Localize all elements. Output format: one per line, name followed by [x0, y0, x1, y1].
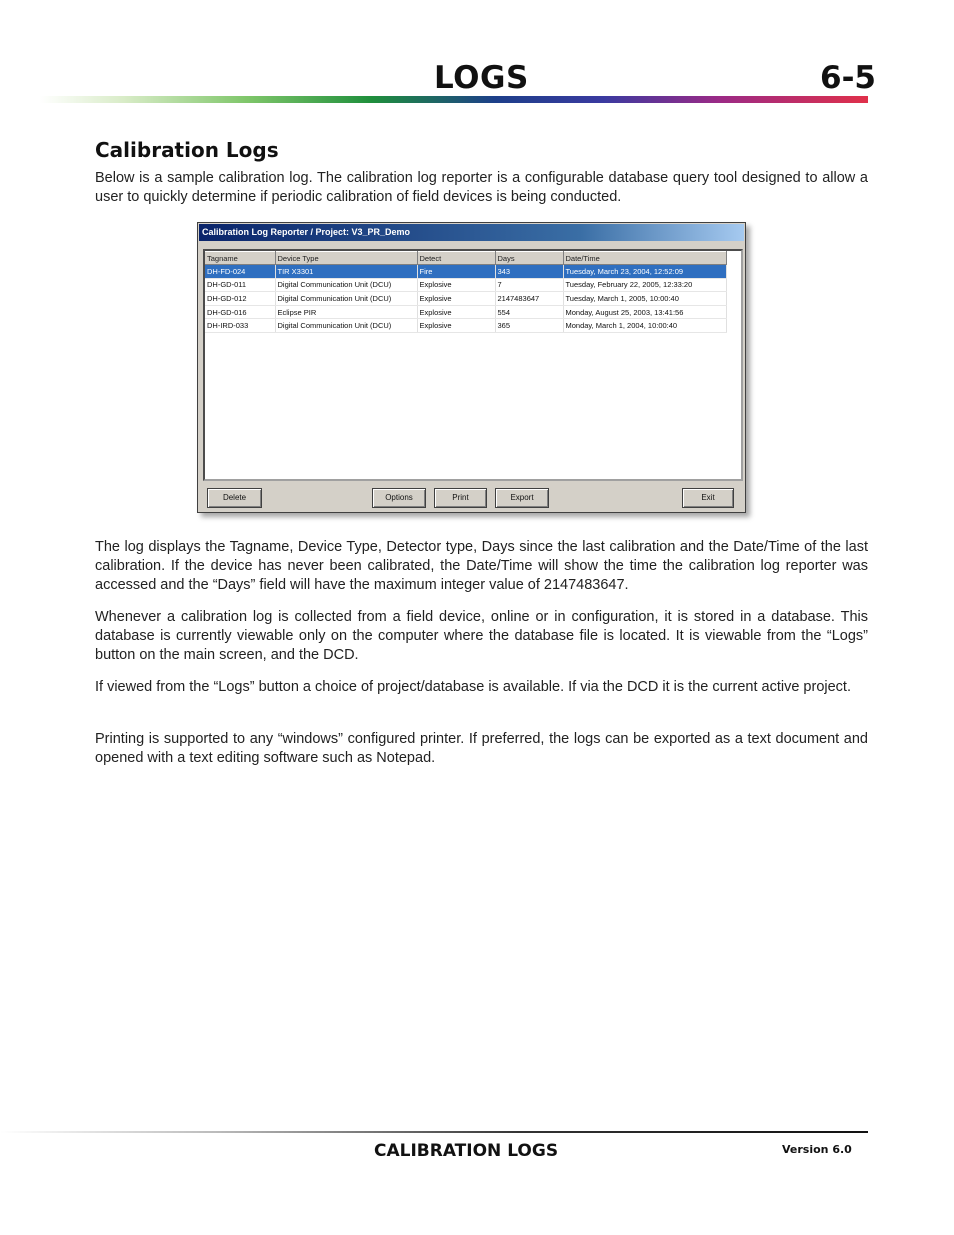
- column-header-days[interactable]: Days: [495, 252, 563, 265]
- cell-device-type: Digital Communication Unit (DCU): [275, 278, 417, 292]
- cell-detect: Explosive: [417, 278, 495, 292]
- window-title: Calibration Log Reporter / Project: V3_PR_Demo: [199, 224, 744, 241]
- export-button[interactable]: Export: [495, 488, 549, 508]
- table-row[interactable]: [205, 292, 726, 306]
- log-table: [205, 251, 727, 333]
- cell-device-type: Digital Communication Unit (DCU): [275, 292, 417, 306]
- column-header-detect[interactable]: Detect: [417, 252, 495, 265]
- print-button[interactable]: Print: [434, 488, 487, 508]
- column-header-tagname[interactable]: Tagname: [205, 252, 275, 265]
- cell-tagname: DH-FD-024: [205, 265, 275, 279]
- page-number: 6-5: [820, 60, 877, 96]
- exit-button[interactable]: Exit: [682, 488, 734, 508]
- cell-date-time: Monday, March 1, 2004, 10:00:40: [563, 319, 726, 333]
- section-heading: Calibration Logs: [95, 138, 279, 162]
- footer-title: CALIBRATION LOGS: [374, 1141, 559, 1161]
- cell-tagname: DH-GD-011: [205, 278, 275, 292]
- column-header-date-time[interactable]: Date/Time: [563, 252, 726, 265]
- column-header-device-type[interactable]: Device Type: [275, 252, 417, 265]
- calibration-log-window: [197, 222, 746, 513]
- log-list[interactable]: [203, 249, 743, 481]
- footer-rule: [0, 1131, 868, 1133]
- table-row[interactable]: [205, 278, 726, 292]
- cell-tagname: DH-GD-012: [205, 292, 275, 306]
- cell-days: 343: [495, 265, 563, 279]
- cell-days: 365: [495, 319, 563, 333]
- table-row[interactable]: [205, 305, 726, 319]
- cell-date-time: Monday, August 25, 2003, 13:41:56: [563, 305, 726, 319]
- cell-device-type: Digital Communication Unit (DCU): [275, 319, 417, 333]
- cell-days: 2147483647: [495, 292, 563, 306]
- chapter-title: LOGS: [434, 60, 529, 96]
- cell-detect: Explosive: [417, 319, 495, 333]
- body-paragraph-3: If viewed from the “Logs” button a choice of project/database is available. If via the DCD it is the current active project.: [95, 679, 851, 695]
- table-row[interactable]: [205, 265, 726, 279]
- cell-detect: Fire: [417, 265, 495, 279]
- cell-tagname: DH-IRD-033: [205, 319, 275, 333]
- cell-detect: Explosive: [417, 305, 495, 319]
- header-row: [205, 252, 726, 265]
- body-paragraph-1: The log displays the Tagname, Device Type, Detector type, Days since the last calibration and the Date/Time of the last calibration. If the device has never been calibrated, the Date/Time will show the time the calibration log reporter was accessed and the “Days” field will have the maximum integer value of 2147483647.: [95, 539, 868, 593]
- body-paragraph-2: Whenever a calibration log is collected from a field device, online or in configuration, it is stored in a database. This database is currently viewable only on the computer where the database file is located. It is viewable from the “Logs” button on the main screen, and the DCD.: [95, 609, 868, 663]
- intro-paragraph: Below is a sample calibration log. The calibration log reporter is a configurable database query tool designed to allow a user to quickly determine if periodic calibration of field devices is being conducted.: [95, 170, 868, 205]
- body-paragraph-4: Printing is supported to any “windows” configured printer. If preferred, the logs can be exported as a text document and opened with a text editing software such as Notepad.: [95, 731, 868, 766]
- header-gradient-bar: [40, 96, 868, 103]
- cell-date-time: Tuesday, March 23, 2004, 12:52:09: [563, 265, 726, 279]
- options-button[interactable]: Options: [372, 488, 426, 508]
- cell-device-type: Eclipse PIR: [275, 305, 417, 319]
- cell-tagname: DH-GD-016: [205, 305, 275, 319]
- cell-date-time: Tuesday, March 1, 2005, 10:00:40: [563, 292, 726, 306]
- cell-days: 7: [495, 278, 563, 292]
- delete-button[interactable]: Delete: [207, 488, 262, 508]
- cell-device-type: TIR X3301: [275, 265, 417, 279]
- cell-date-time: Tuesday, February 22, 2005, 12:33:20: [563, 278, 726, 292]
- table-row[interactable]: [205, 319, 726, 333]
- page-header: [0, 0, 954, 110]
- footer-version: Version 6.0: [782, 1143, 852, 1156]
- cell-detect: Explosive: [417, 292, 495, 306]
- cell-days: 554: [495, 305, 563, 319]
